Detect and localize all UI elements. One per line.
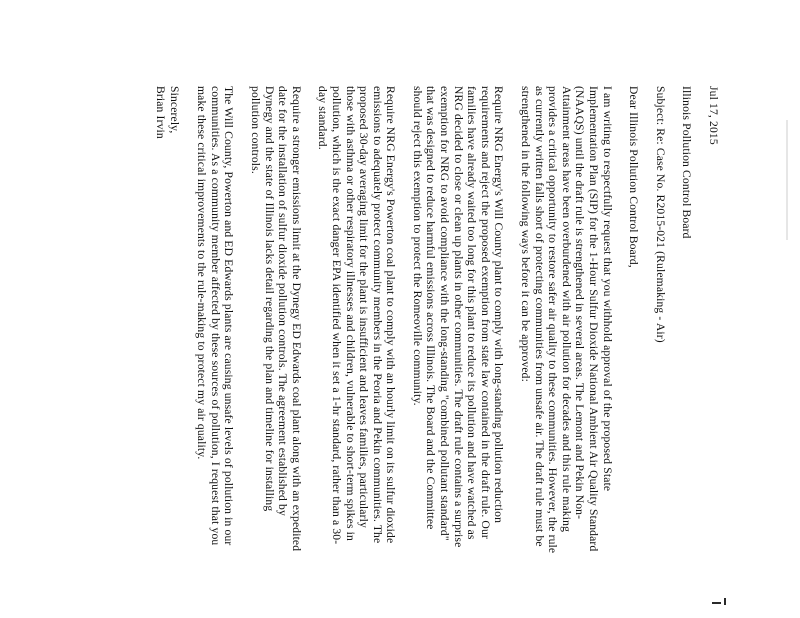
letter-subject: Subject: Re: Case No. R2015-021 (Rulemaking - Air): [653, 86, 667, 343]
scan-edge-shadow: [786, 120, 788, 240]
letter-salutation: Dear Illinois Pollution Control Board,: [627, 86, 641, 268]
letter-paragraph-intro: I am writing to respectfully request that you withhold approval of the proposed State Implementation Plan (SIP) for the 1-Hour Sulfur Dioxide National Ambient Air Quality Standard (NAAQS) until the draft rule is strengthened in several areas. The Lemont and Pekin Non-Attainment areas have been overburdened with air pollution for decades and this rule making provides a critical opportunity to restore safer air quality to these communities. However, the rule as currently written falls short of protecting communities from unsafe air. The draft rule must be strengthened in the following ways before it can be approved:: [519, 86, 614, 554]
scan-edge-mark: [712, 602, 721, 604]
letter-body: [60, 86, 720, 556]
letter-recipient: Illinois Pollution Control Board: [680, 86, 694, 239]
letter-paragraph-conclusion: The Will County, Powerton and ED Edwards plants are causing unsafe levels of pollution in our communities. As a community member affected by these sources of pollution, I request that you make these critical improvements to the rule-making to protect my air quality.: [195, 86, 236, 546]
letter-paragraph-will-county: Require NRG Energy's Will County plant to comply with long-standing pollution reduction requirements and reject the proposed exemption from state law contained in the draft rule. Our families have already waited too long for this plant to reduce its pollution and have watched as NRG decided to close or clean up plants in other communities. The draft rule contains a surprise exemption for NRG to avoid compliance with the long-standing "combined pollutant standard" that was designed to reduce harmful emissions across Illinois. The Board and the Committee should reject this exemption to protect the Romeoville community.: [410, 86, 506, 548]
scan-edge-mark: [724, 598, 726, 605]
letter-signature: Brian Irvin: [154, 86, 167, 139]
letter-paragraph-ed-edwards: Require a stronger emissions limit at the Dynegy ED Edwards coal plant along with an expedited date for the installation of sulfur dioxide pollution controls. The agreement established by Dynegy and the state of Illinois lacks detail regarding the plan and timeline for installing pollution controls.: [248, 86, 303, 552]
letter-closing: Sincerely,: [167, 86, 181, 134]
letter-date: Jul 17, 2015: [707, 86, 720, 145]
letter-paragraph-powerton: Require NRG Energy's Powerton coal plant to comply with an hourly limit on its sulfur dioxide emissions to adequately protect community members in the Peoria and Pekin communities. The proposed 30-day averaging limit for the plant is insufficient and leaves families, particularly those with asthma or other respiratory illnesses and children, vulnerable to short-term spikes in pollution, which is the exact danger EPA identified when it set a 1-hr standard, rather than a 30-day standard.: [316, 86, 398, 545]
